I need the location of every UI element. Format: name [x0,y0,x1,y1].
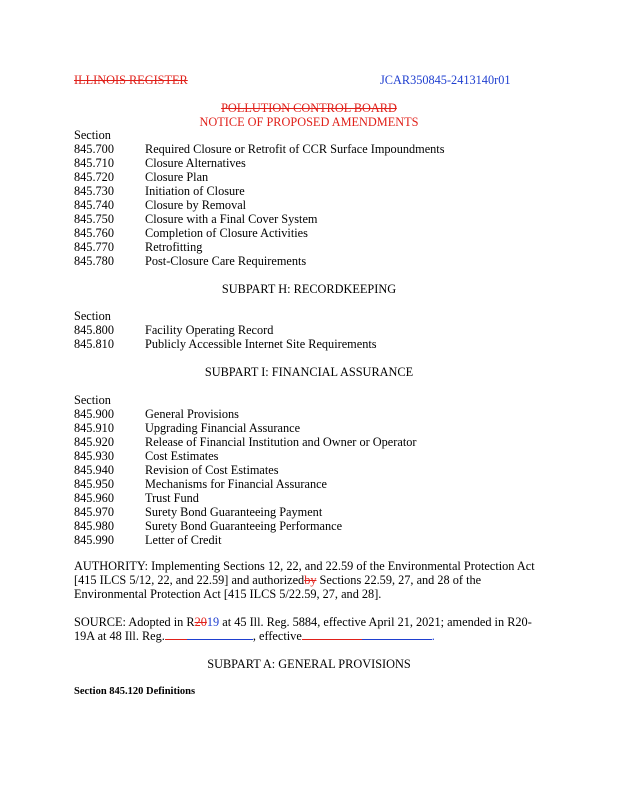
section-845-120-heading: Section 845.120 Definitions [74,686,196,697]
section-number: 845.780 [74,254,114,268]
source-text: at 45 Ill. Reg. 5884, effective April 21, 2021; amended in R20- [219,615,532,629]
section-number: 845.720 [74,170,114,184]
section-number: 845.920 [74,435,114,449]
section-number: 845.950 [74,477,114,491]
section-label: Section [74,393,111,407]
section-title: Closure by Removal [145,198,247,212]
blank-deleted [302,639,362,640]
blank-deleted [165,639,187,640]
section-number: 845.800 [74,323,114,337]
section-title: Surety Bond Guaranteeing Payment [145,505,323,519]
inserted-text: . [431,629,435,643]
source-line-1 [74,615,532,629]
section-title: Initiation of Closure [145,184,245,198]
register-header: ILLINOIS REGISTER [74,73,188,87]
section-number: 845.760 [74,226,114,240]
section-title: Closure Alternatives [145,156,246,170]
notice-title: NOTICE OF PROPOSED AMENDMENTS [199,115,419,129]
section-label: Section [74,128,111,142]
section-number: 845.770 [74,240,114,254]
section-label: Section [74,309,111,323]
authority-line-2 [74,573,481,587]
section-number: 845.810 [74,337,114,351]
source-text: SOURCE: Adopted in R [74,615,195,629]
section-title: Upgrading Financial Assurance [145,421,301,435]
section-title: Closure with a Final Cover System [145,212,318,226]
section-title: Trust Fund [145,491,199,505]
section-number: 845.710 [74,156,114,170]
subpart-i-heading: SUBPART I: FINANCIAL ASSURANCE [204,365,414,379]
source-text: , effective [252,629,302,643]
section-number: 845.910 [74,421,114,435]
jcar-code: JCAR350845-2413140r01 [380,73,511,87]
deleted-text: by [304,573,317,587]
section-title: Publicly Accessible Internet Site Requirements [145,337,377,351]
section-number: 845.940 [74,463,114,477]
section-title: Completion of Closure Activities [145,226,308,240]
section-title: Letter of Credit [145,533,222,547]
section-title: General Provisions [145,407,239,421]
section-title: Retrofitting [145,240,203,254]
section-title: Facility Operating Record [145,323,274,337]
section-title: Surety Bond Guaranteeing Performance [145,519,343,533]
section-title: Closure Plan [145,170,209,184]
section-number: 845.730 [74,184,114,198]
deleted-text: 20 [194,615,207,629]
section-number: 845.970 [74,505,114,519]
section-number: 845.700 [74,142,114,156]
section-number: 845.980 [74,519,114,533]
subpart-h-heading: SUBPART H: RECORDKEEPING [221,282,397,296]
source-text: 19A at 48 Ill. Reg. [74,629,165,643]
section-number: 845.900 [74,407,114,421]
subpart-a-heading: SUBPART A: GENERAL PROVISIONS [207,657,411,671]
section-number: 845.990 [74,533,114,547]
authority-line-3: Environmental Protection Act [415 ILCS 5/22.59, 27, and 28]. [74,587,382,601]
section-title: Mechanisms for Financial Assurance [145,477,328,491]
section-title: Required Closure or Retrofit of CCR Surface Impoundments [145,142,445,156]
source-line-2 [74,629,435,643]
section-number: 845.750 [74,212,114,226]
section-number: 845.930 [74,449,114,463]
section-title: Revision of Cost Estimates [145,463,279,477]
section-number: 845.740 [74,198,114,212]
section-title: Post-Closure Care Requirements [145,254,307,268]
authority-text: [415 ILCS 5/12, 22, and 22.59] and authorized [74,573,305,587]
board-title: POLLUTION CONTROL BOARD [221,101,397,115]
blank-inserted [187,639,253,640]
inserted-text: 19 [206,615,220,629]
section-title: Release of Financial Institution and Owner or Operator [145,435,417,449]
authority-text: Sections 22.59, 27, and 28 of the [316,573,482,587]
authority-line-1: AUTHORITY: Implementing Sections 12, 22, and 22.59 of the Environmental Protection Act [74,559,535,573]
blank-inserted [362,639,432,640]
section-number: 845.960 [74,491,114,505]
section-title: Cost Estimates [145,449,219,463]
